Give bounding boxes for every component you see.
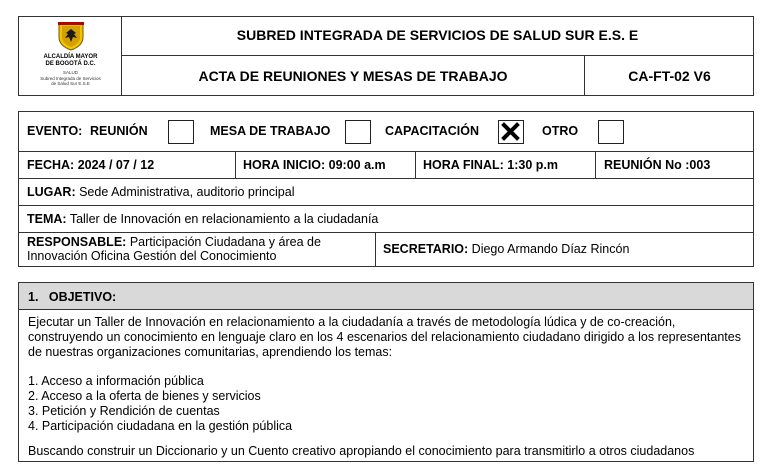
intro-line: construyendo un conocimiento en lenguaje claro en los 4 escenarios del relacionamiento ciudadano dirigido a los representantes <box>28 330 741 344</box>
logo-line-3: SALUD <box>62 70 78 75</box>
document-header <box>18 16 754 96</box>
option-otro-label: OTRO <box>542 124 579 138</box>
document-code: CA-FT-02 V6 <box>628 68 711 84</box>
objetivo-section <box>18 282 754 462</box>
responsable-row <box>19 233 753 266</box>
objetivo-heading: 1. OBJETIVO: <box>28 290 117 304</box>
intro-line: Ejecutar un Taller de Innovación en relacionamiento a la ciudadanía a través de metodología lúdica y de co-creación, <box>28 315 676 329</box>
responsable-value-line1: Participación Ciudadana y área de <box>129 235 321 249</box>
logo-cell <box>19 17 122 95</box>
list-item: 4. Participación ciudadana en la gestión pública <box>28 419 293 433</box>
secretario-label: SECRETARIO: <box>383 242 469 256</box>
objetivo-list <box>28 374 292 434</box>
objetivo-header <box>19 283 753 310</box>
evento-label: EVENTO: <box>27 124 83 138</box>
checked-x-icon <box>499 121 522 142</box>
lugar-label: LUGAR: <box>27 185 76 199</box>
list-item: 3. Petición y Rendición de cuentas <box>28 404 220 418</box>
responsable-value-line2: Innovación Oficina Gestión del Conocimiento <box>27 249 277 263</box>
document-subtitle: ACTA DE REUNIONES Y MESAS DE TRABAJO <box>198 68 508 84</box>
objetivo-intro <box>28 315 741 360</box>
header-row-2 <box>122 55 753 95</box>
divider <box>595 152 596 178</box>
hora-inicio: HORA INICIO: 09:00 a.m <box>243 158 386 172</box>
fecha-row <box>19 152 753 179</box>
checkbox-mesa-de-trabajo[interactable] <box>345 120 371 144</box>
event-info-table <box>18 111 754 267</box>
divider <box>375 233 376 266</box>
logo-line-2: DE BOGOTÁ D.C. <box>45 61 96 67</box>
fecha: FECHA: 2024 / 07 / 12 <box>27 158 155 172</box>
document-code-cell <box>584 56 753 96</box>
lugar-value: Sede Administrativa, auditorio principal <box>79 185 295 199</box>
objetivo-closing: Buscando construir un Diccionario y un Cuento creativo apropiando el conocimiento para transmitirlo a otros ciudadanos <box>28 444 695 458</box>
document-title: SUBRED INTEGRADA DE SERVICIOS DE SALUD SUR E.S. E <box>236 27 639 43</box>
secretario-value: Diego Armando Díaz Rincón <box>471 242 630 256</box>
list-item: 2. Acceso a la oferta de bienes y servicios <box>28 389 261 403</box>
tema-value: Taller de Innovación en relacionamiento a la ciudadanía <box>69 212 379 226</box>
evento-row <box>19 112 753 152</box>
coat-of-arms-icon <box>56 21 86 51</box>
logo-line-4: Subred Integrada de Servicios <box>40 75 101 81</box>
divider <box>235 152 236 178</box>
list-item: 1. Acceso a información pública <box>28 374 204 388</box>
logo-line-1: ALCALDÍA MAYOR <box>43 54 98 60</box>
lugar-row <box>19 179 753 206</box>
tema-row <box>19 206 753 233</box>
checkbox-reunion[interactable] <box>168 120 194 144</box>
checkbox-otro[interactable] <box>598 120 624 144</box>
logo-line-5: de Salud Sur E.S.E <box>51 81 90 86</box>
intro-line: de nuestras organizaciones comunitarias, aprendiendo los temas: <box>28 345 393 359</box>
responsable-label: RESPONSABLE: <box>27 235 127 249</box>
option-capacitacion-label: CAPACITACIÓN <box>385 124 479 138</box>
option-mesa-label: MESA DE TRABAJO <box>210 124 331 138</box>
tema-label: TEMA: <box>27 212 67 226</box>
reunion-numero: REUNIÓN No :003 <box>604 158 711 172</box>
divider <box>415 152 416 178</box>
hora-final: HORA FINAL: 1:30 p.m <box>423 158 558 172</box>
checkbox-capacitacion[interactable] <box>498 120 524 144</box>
option-reunion-label: REUNIÓN <box>90 124 148 138</box>
